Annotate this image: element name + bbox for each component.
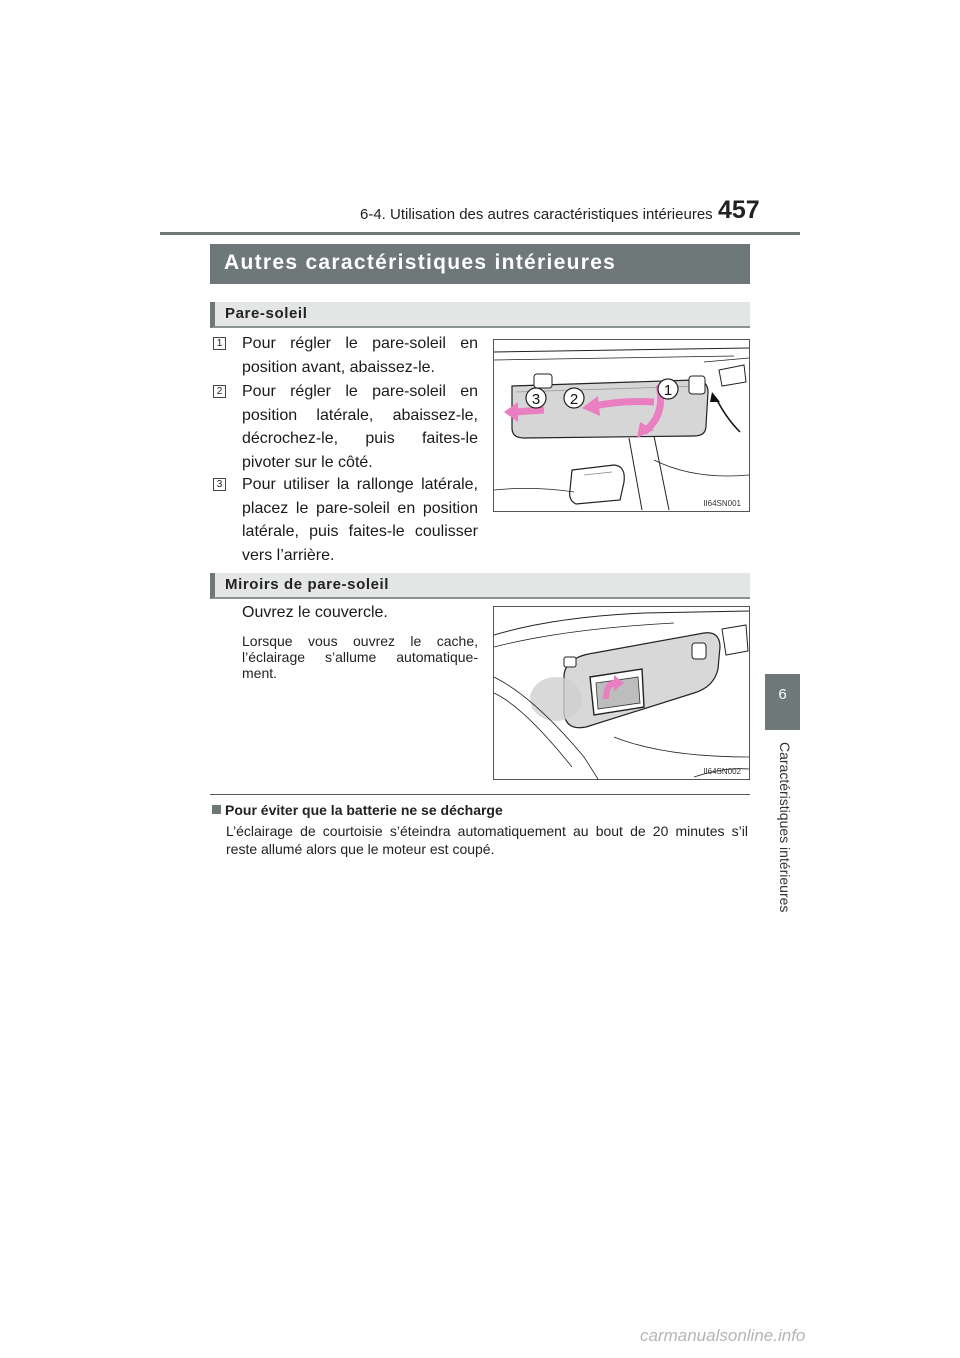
section-title (210, 244, 750, 284)
figure-code: II64SN001 (703, 499, 741, 508)
subsection-heading: Miroirs de pare-soleil (225, 576, 390, 593)
note-heading (212, 802, 503, 818)
header-rule (160, 232, 800, 235)
figure-code: II64SN002 (703, 767, 741, 776)
page-number: 457 (718, 196, 760, 224)
vanity-mirror-drawing (494, 607, 749, 779)
subsection-sun-visors (210, 302, 750, 328)
step-number-badge: 3 (213, 478, 226, 491)
mirror-instruction: Ouvrez le couvercle. (242, 604, 388, 621)
watermark: carmanualsonline.info (640, 1326, 806, 1345)
note-divider (210, 794, 750, 795)
callout-2: 2 (569, 391, 579, 408)
sun-visor-illustration (493, 339, 750, 512)
note-heading-text: Pour éviter que la batterie ne se décharge (225, 802, 503, 818)
step-2-text: Pour régler le pare-soleil en position latérale, abaissez-le, décrochez-le, puis faites-le pivoter sur le côté. (242, 383, 478, 471)
note-body: L’éclairage de courtoisie s’éteindra automatiquement au bout de 20 minutes s’il reste allumé alors que le moteur est coupé. (226, 823, 748, 857)
chapter-tab-label: Caractéristiques intérieures (777, 742, 793, 913)
subsection-vanity-mirrors (210, 573, 750, 599)
subsection-heading: Pare-soleil (225, 305, 308, 322)
sun-visor-drawing (494, 340, 749, 511)
chapter-tab-number: 6 (778, 686, 787, 703)
step-number-badge: 1 (213, 337, 226, 350)
callout-3: 3 (531, 391, 541, 408)
callout-1: 1 (663, 382, 673, 399)
vanity-mirror-illustration (493, 606, 750, 780)
step-1-text: Pour régler le pare-soleil en position avant, abaissez-le. (242, 335, 478, 376)
section-title-text: Autres caractéristiques intérieures (224, 251, 617, 274)
mirror-note: Lorsque vous ouvrez le cache, l’éclairage s’allume automatique-ment. (242, 633, 478, 681)
step-3-text: Pour utiliser la rallonge latérale, placez le pare-soleil en position latérale, puis faites-le coulisser vers l’arrière. (242, 476, 478, 564)
running-header: 6-4. Utilisation des autres caractéristiques intérieures (360, 206, 713, 223)
square-bullet-icon (212, 805, 221, 814)
step-number-badge: 2 (213, 385, 226, 398)
